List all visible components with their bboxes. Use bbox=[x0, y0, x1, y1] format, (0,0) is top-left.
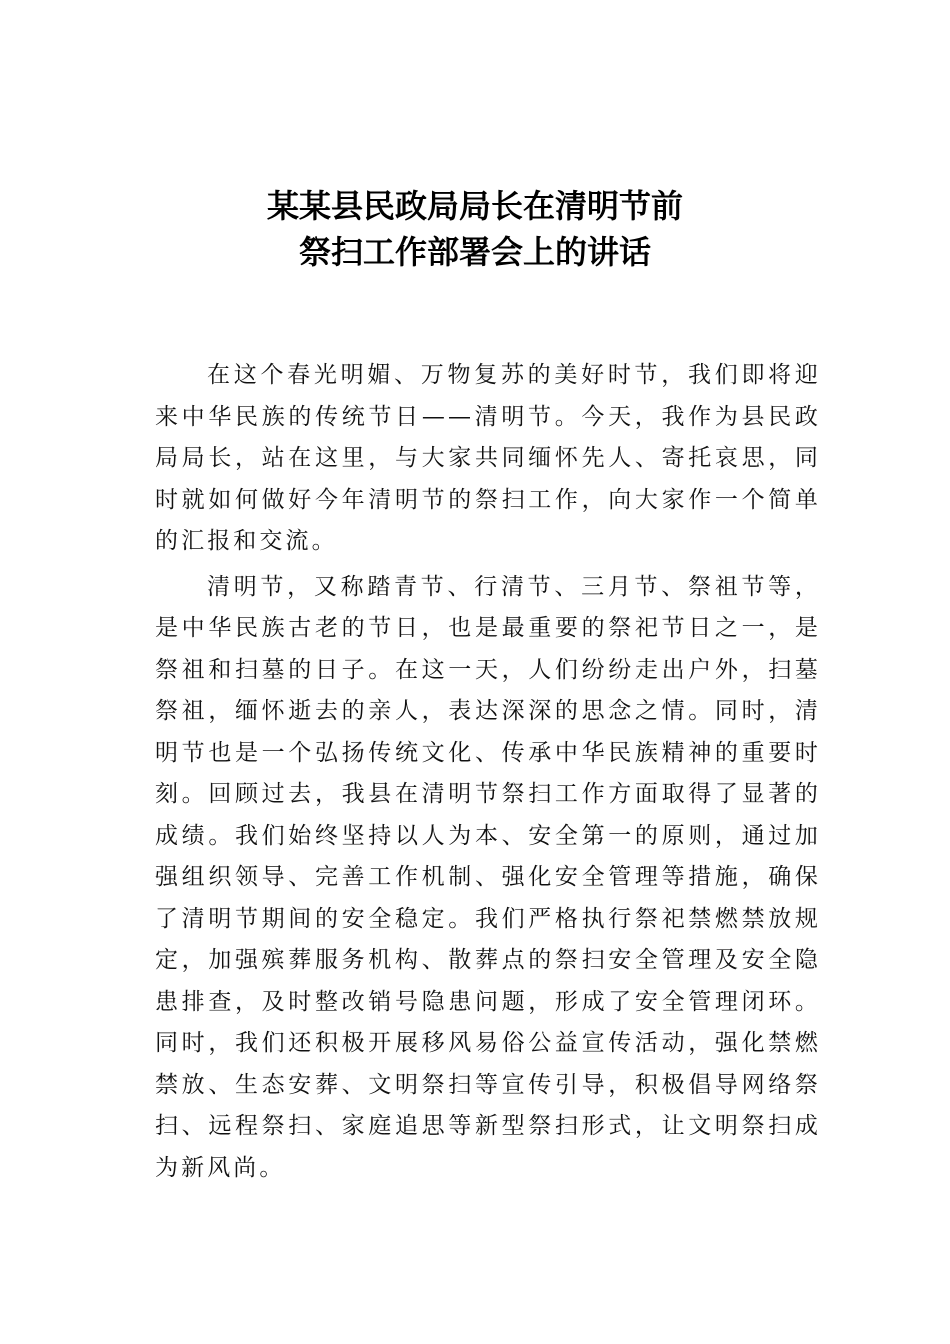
title-line-2: 祭扫工作部署会上的讲话 bbox=[298, 233, 651, 271]
document-body bbox=[155, 355, 821, 1193]
title-line-1: 某某县民政局局长在清明节前 bbox=[266, 187, 683, 225]
paragraph-intro: 在这个春光明媚、万物复苏的美好时节，我们即将迎来中华民族的传统节日——清明节。今天，我作为县民政局局长，站在这里，与大家共同缅怀先人、寄托哀思，同时就如何做好今年清明节的祭扫工作，向大家作一个简单的汇报和交流。 bbox=[155, 362, 821, 554]
document-title bbox=[0, 183, 950, 275]
paragraph-qingming-review: 清明节，又称踏青节、行清节、三月节、祭祖节等，是中华民族古老的节日，也是最重要的祭祀节日之一，是祭祖和扫墓的日子。在这一天，人们纷纷走出户外，扫墓祭祖，缅怀逝去的亲人，表达深深的思念之情。同时，清明节也是一个弘扬传统文化、传承中华民族精神的重要时刻。回顾过去，我县在清明节祭扫工作方面取得了显著的成绩。我们始终坚持以人为本、安全第一的原则，通过加强组织领导、完善工作机制、强化安全管理等措施，确保了清明节期间的安全稳定。我们严格执行祭祀禁燃禁放规定，加强殡葬服务机构、散葬点的祭扫安全管理及安全隐患排查，及时整改销号隐患问题，形成了安全管理闭环。同时，我们还积极开展移风易俗公益宣传活动，强化禁燃禁放、生态安葬、文明祭扫等宣传引导，积极倡导网络祭扫、远程祭扫、家庭追思等新型祭扫形式，让文明祭扫成为新风尚。 bbox=[155, 573, 821, 1181]
